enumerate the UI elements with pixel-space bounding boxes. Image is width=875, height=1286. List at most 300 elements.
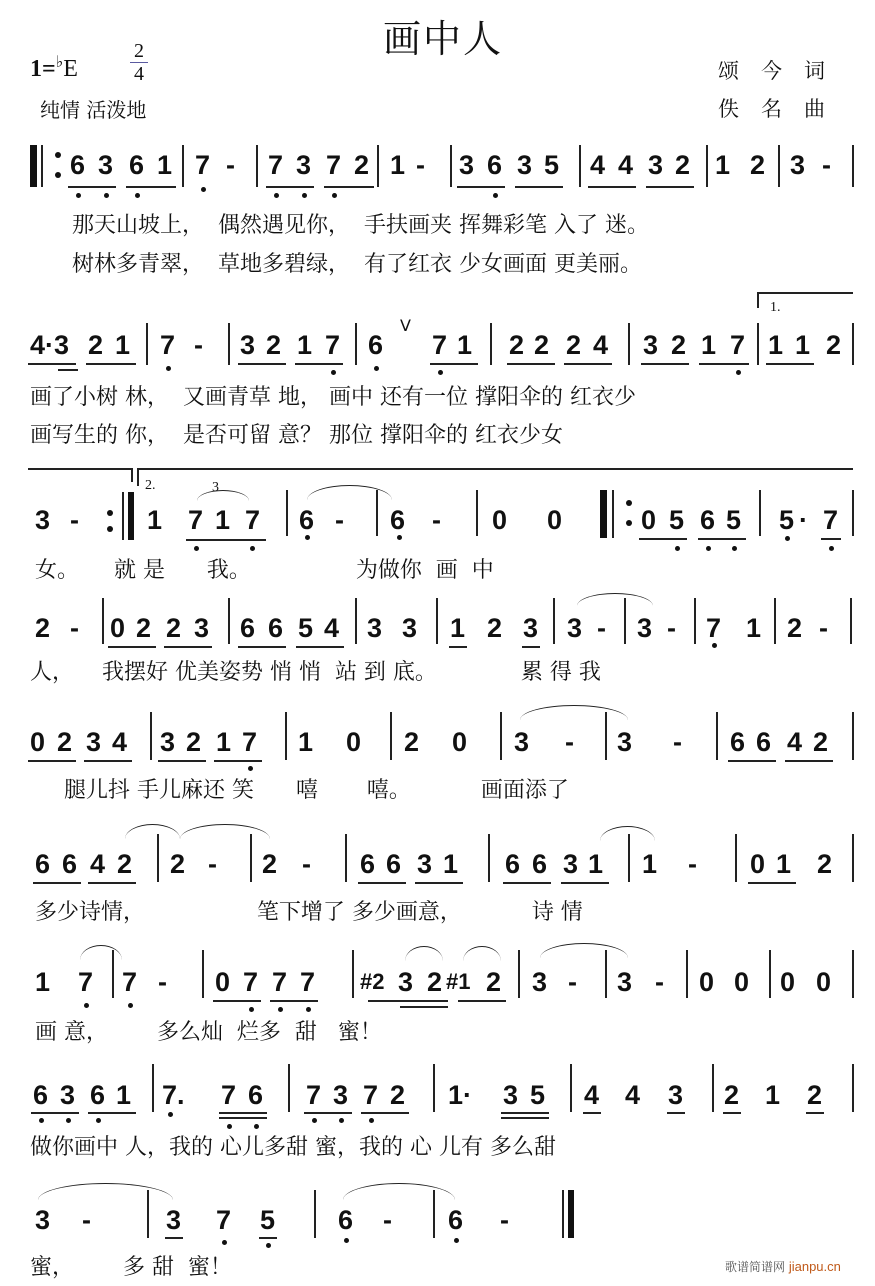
note: 5: [544, 150, 560, 180]
note: 6: [240, 613, 256, 643]
note: 3: [790, 150, 806, 180]
beam: [219, 1112, 267, 1114]
low-dot: [168, 1112, 173, 1117]
repeat-dot: [55, 152, 61, 158]
note: 0: [816, 967, 832, 997]
barline: [182, 145, 184, 187]
note: 2: [534, 330, 550, 360]
note: 2: [35, 613, 51, 643]
barline: [579, 145, 581, 187]
note: 2: [509, 330, 525, 360]
barline: [147, 1190, 149, 1238]
volta-1-label: 1.: [770, 300, 781, 315]
low-dot: [278, 1007, 283, 1012]
low-dot: [305, 535, 310, 540]
note: 4: [593, 330, 609, 360]
note: 6: [700, 505, 716, 535]
note: 0: [110, 613, 126, 643]
volta-2-label: 2.: [145, 478, 156, 493]
barline: [716, 712, 718, 760]
tie: [307, 485, 392, 500]
beam: [296, 646, 344, 648]
note: 6: [360, 849, 376, 879]
tie: [577, 593, 653, 606]
note: 2: [826, 330, 842, 360]
note: 2: [807, 1080, 823, 1110]
low-dot: [332, 193, 337, 198]
beam: [728, 760, 776, 762]
meter-bottom: 4: [134, 63, 144, 85]
note: 7: [221, 1080, 237, 1110]
low-dot: [312, 1118, 317, 1123]
note: 3: [567, 613, 583, 643]
barline: [769, 950, 771, 998]
dash: -: [432, 505, 441, 535]
note: 3: [617, 967, 633, 997]
low-dot: [339, 1118, 344, 1123]
note: 2: [566, 330, 582, 360]
low-dot: [736, 370, 741, 375]
volta-2-hook: [137, 468, 139, 486]
note: 4·3: [30, 330, 70, 360]
note: 7: [268, 150, 284, 180]
barline: [450, 145, 452, 187]
barline: [288, 1064, 290, 1112]
tempo-mood: 纯情 活泼地: [40, 98, 147, 122]
note: 2: [404, 727, 420, 757]
tie: [125, 824, 180, 839]
dash: -: [565, 727, 574, 757]
note: 6: [368, 330, 384, 360]
lyric-verse-1: 画了小树 林， 又画青草 地， 画中 还有一位 撑阳伞的 红衣少: [30, 385, 636, 410]
barline: [852, 834, 854, 882]
low-dot: [454, 1238, 459, 1243]
note: 3: [617, 727, 633, 757]
note: 6: [338, 1205, 354, 1235]
barline: [102, 598, 104, 644]
barline: [778, 145, 780, 187]
beam: [88, 1112, 136, 1114]
beam: [748, 882, 796, 884]
beam-second: [501, 1117, 549, 1119]
triplet-label: 3: [212, 480, 219, 495]
note: 1: [157, 150, 173, 180]
beam: [368, 1000, 448, 1002]
song-title: 画中人: [383, 17, 504, 61]
note: 4: [590, 150, 606, 180]
note: 6: [505, 849, 521, 879]
note: 3: [86, 727, 102, 757]
lyric-verse-1: 腿儿抖 手儿麻还 笑 嘻 嘻。 画面添了: [57, 778, 569, 803]
barline: [852, 712, 854, 760]
beam: [165, 1237, 183, 1239]
note: 1: [297, 330, 313, 360]
note: 1: [746, 613, 762, 643]
note: 0: [750, 849, 766, 879]
beam: [583, 1112, 601, 1114]
low-dot: [493, 193, 498, 198]
repeat-dot: [626, 500, 632, 506]
beam-second: [400, 1006, 448, 1008]
barline: [355, 323, 357, 365]
low-dot: [374, 366, 379, 371]
note: 2: [750, 150, 766, 180]
barline: [605, 712, 607, 760]
repeat-end-thin-bar: [122, 492, 124, 540]
beam: [501, 1112, 549, 1114]
low-dot: [675, 546, 680, 551]
dash: -: [500, 1205, 509, 1235]
note: 1·: [448, 1080, 473, 1110]
beam: [641, 363, 689, 365]
barline: [390, 712, 392, 760]
barline: [476, 490, 478, 536]
beam: [430, 363, 478, 365]
beam: [84, 760, 132, 762]
dash: -: [597, 613, 606, 643]
note: 5: [260, 1205, 276, 1235]
note: 3: [60, 1080, 76, 1110]
note: 5: [530, 1080, 546, 1110]
barline: [228, 323, 230, 365]
note: 6: [730, 727, 746, 757]
note: 3: [648, 150, 664, 180]
beam: [28, 760, 76, 762]
note: 0: [547, 505, 563, 535]
lyric-verse-1: 画 意， 多么灿 烂多 甜 蜜！: [35, 1020, 382, 1045]
note: 1: [715, 150, 731, 180]
note: 7: [272, 967, 288, 997]
dash: -: [688, 849, 697, 879]
note: 7: [160, 330, 176, 360]
low-dot: [266, 1243, 271, 1248]
beam: [266, 186, 314, 188]
beam: [458, 1000, 506, 1002]
lyric-verse-2: 画写生的 你， 是否可留 意？ 那位 撑阳伞的 红衣少女: [30, 423, 563, 448]
breath-mark-icon: V: [400, 316, 411, 335]
note: 6: [268, 613, 284, 643]
note: 4: [324, 613, 340, 643]
note: 7: [300, 967, 316, 997]
low-dot: [128, 1003, 133, 1008]
dash: -: [208, 849, 217, 879]
beam-second: [219, 1117, 267, 1119]
key-prefix: 1=: [30, 56, 56, 82]
note: 7: [245, 505, 261, 535]
note: 1: [443, 849, 459, 879]
lyric-verse-1: 蜜， 多 甜 蜜！: [30, 1255, 232, 1280]
barline: [112, 950, 114, 998]
note: 5: [779, 505, 795, 535]
note: 3: [532, 967, 548, 997]
time-signature: [128, 40, 150, 85]
beam-second: [58, 369, 78, 371]
note: 0: [734, 967, 750, 997]
note: 7: [306, 1080, 322, 1110]
repeat-dot: [107, 526, 113, 532]
note: 1: [116, 1080, 132, 1110]
note: 5: [726, 505, 742, 535]
low-dot: [254, 1124, 259, 1129]
note: 3: [523, 613, 539, 643]
barline: [314, 1190, 316, 1238]
barline: [852, 950, 854, 998]
beam: [214, 760, 262, 762]
barline: [605, 950, 607, 998]
low-dot: [274, 193, 279, 198]
barline: [852, 145, 854, 187]
note: 3: [503, 1080, 519, 1110]
note: 4: [787, 727, 803, 757]
low-dot: [201, 187, 206, 192]
note: 1: [147, 505, 163, 535]
low-dot: [248, 766, 253, 771]
beam: [564, 363, 612, 365]
note: 6: [90, 1080, 106, 1110]
beam: [806, 1112, 824, 1114]
dash: -: [673, 727, 682, 757]
beam: [238, 646, 286, 648]
final-thick-bar: [568, 1190, 574, 1238]
repeat-start-thin-bar: [612, 490, 614, 538]
beam: [449, 646, 467, 648]
beam: [88, 882, 136, 884]
low-dot: [438, 370, 443, 375]
note: 3: [398, 967, 414, 997]
repeat-dot: [55, 172, 61, 178]
note: 2: [136, 613, 152, 643]
note: 6: [33, 1080, 49, 1110]
low-dot: [302, 193, 307, 198]
note: 0: [699, 967, 715, 997]
low-dot: [732, 546, 737, 551]
barline: [852, 490, 854, 536]
note: 3: [563, 849, 579, 879]
low-dot: [84, 1003, 89, 1008]
beam: [457, 186, 505, 188]
low-dot: [104, 193, 109, 198]
barline: [852, 323, 854, 365]
barline: [157, 834, 159, 882]
low-dot: [166, 366, 171, 371]
note: 5: [669, 505, 685, 535]
low-dot: [369, 1118, 374, 1123]
barline: [553, 598, 555, 644]
beam: [588, 186, 636, 188]
barline: [256, 145, 258, 187]
dash: -: [158, 967, 167, 997]
note: 3: [166, 1205, 182, 1235]
note: 6: [35, 849, 51, 879]
note: 7: [363, 1080, 379, 1110]
note: 6: [448, 1205, 464, 1235]
note: 7: [823, 505, 839, 535]
barline: [376, 490, 378, 536]
low-dot: [76, 193, 81, 198]
beam: [86, 363, 136, 365]
note: 0: [30, 727, 46, 757]
barline: [518, 950, 520, 998]
note: 0: [492, 505, 508, 535]
note: 5: [298, 613, 314, 643]
note: 7.: [162, 1080, 185, 1110]
low-dot: [39, 1118, 44, 1123]
low-dot: [249, 1007, 254, 1012]
repeat-dot: [626, 520, 632, 526]
note: 2: [487, 613, 503, 643]
lyric-verse-1: 多少诗情， 笔下增了 多少画意， 诗 情: [35, 900, 583, 925]
barline: [433, 1190, 435, 1238]
low-dot: [96, 1118, 101, 1123]
note: 4: [584, 1080, 600, 1110]
barline: [624, 598, 626, 644]
note: 6: [299, 505, 315, 535]
barline: [228, 598, 230, 644]
note: 0: [641, 505, 657, 535]
note: 3: [240, 330, 256, 360]
repeat-start-thick-bar: [600, 490, 607, 538]
barline: [759, 490, 761, 536]
volta-1-bracket: [757, 292, 853, 294]
beam: [507, 363, 555, 365]
note: 2: [486, 967, 502, 997]
note: 6: [62, 849, 78, 879]
barline: [706, 145, 708, 187]
note: 6: [487, 150, 503, 180]
low-dot: [250, 546, 255, 551]
repeat-start-thick-bar: [30, 145, 37, 187]
note: 4: [625, 1080, 641, 1110]
note: 6: [532, 849, 548, 879]
note: 1: [216, 727, 232, 757]
tie: [180, 824, 270, 839]
dash: -: [822, 150, 831, 180]
note: 1: [298, 727, 314, 757]
low-dot: [66, 1118, 71, 1123]
beam: [186, 539, 266, 541]
note: 4: [90, 849, 106, 879]
low-dot: [331, 370, 336, 375]
barline: [850, 598, 852, 644]
note: 2: [117, 849, 133, 879]
low-dot: [785, 536, 790, 541]
beam: [561, 882, 609, 884]
volta-1-continuation: [28, 468, 132, 470]
note: 3: [194, 613, 210, 643]
beam: [698, 538, 746, 540]
note: 3: [402, 613, 418, 643]
dash: -: [70, 613, 79, 643]
note: 3: [160, 727, 176, 757]
note: 7: [706, 613, 722, 643]
note: 3: [35, 1205, 51, 1235]
dash: -: [302, 849, 311, 879]
low-dot: [135, 193, 140, 198]
low-dot: [829, 546, 834, 551]
note: 2: [671, 330, 687, 360]
note: 2: [390, 1080, 406, 1110]
note: 3: [417, 849, 433, 879]
barline: [488, 834, 490, 882]
note: 1: [795, 330, 811, 360]
note: 6: [390, 505, 406, 535]
repeat-start-thin-bar: [41, 145, 43, 187]
note: 0: [215, 967, 231, 997]
note: 2: [88, 330, 104, 360]
volta-1-end: [131, 468, 133, 482]
note: 6: [386, 849, 402, 879]
sharp-1-note: #1: [446, 969, 471, 994]
note: 1: [450, 613, 466, 643]
note: 1: [776, 849, 792, 879]
note: 1: [588, 849, 604, 879]
beam: [785, 760, 833, 762]
low-dot: [712, 643, 717, 648]
note: 7: [216, 1205, 232, 1235]
tie: [343, 1183, 455, 1200]
beam: [28, 363, 76, 365]
tie: [540, 943, 628, 958]
beam: [31, 1112, 79, 1114]
barline: [774, 598, 776, 644]
low-dot: [306, 1007, 311, 1012]
beam: [699, 363, 749, 365]
beam: [358, 882, 406, 884]
low-dot: [706, 546, 711, 551]
note: 6: [129, 150, 145, 180]
note: 3: [517, 150, 533, 180]
barline: [694, 598, 696, 644]
note: 2: [813, 727, 829, 757]
note: 4: [112, 727, 128, 757]
note: 3: [459, 150, 475, 180]
watermark: [725, 1258, 841, 1275]
note: 1: [115, 330, 131, 360]
barline: [735, 834, 737, 882]
lyric-verse-1: 女。 就 是 我。 为做你 画 中: [35, 558, 494, 583]
slur: [463, 946, 501, 961]
note: 2: [354, 150, 370, 180]
barline: [490, 323, 492, 365]
beam: [515, 186, 563, 188]
note: 1: [701, 330, 717, 360]
beam: [238, 363, 286, 365]
low-dot: [397, 535, 402, 540]
slur: [405, 946, 443, 961]
watermark-site: jianpu.cn: [788, 1259, 841, 1274]
beam: [415, 882, 463, 884]
dash: -: [568, 967, 577, 997]
barline: [146, 323, 148, 365]
note: 3: [367, 613, 383, 643]
note: 2: [724, 1080, 740, 1110]
sharp-2-note: #2: [360, 969, 385, 994]
note: 0: [780, 967, 796, 997]
dash: -: [70, 505, 79, 535]
key-note: E: [63, 56, 78, 82]
beam: [259, 1237, 277, 1239]
beam: [766, 363, 814, 365]
barline: [286, 490, 288, 536]
note: 3: [296, 150, 312, 180]
barline: [250, 834, 252, 882]
note: 7: [325, 330, 341, 360]
beam: [270, 1000, 318, 1002]
final-thin-bar: [562, 1190, 564, 1238]
barline: [285, 712, 287, 760]
barline: [712, 1064, 714, 1112]
tie: [520, 705, 628, 720]
